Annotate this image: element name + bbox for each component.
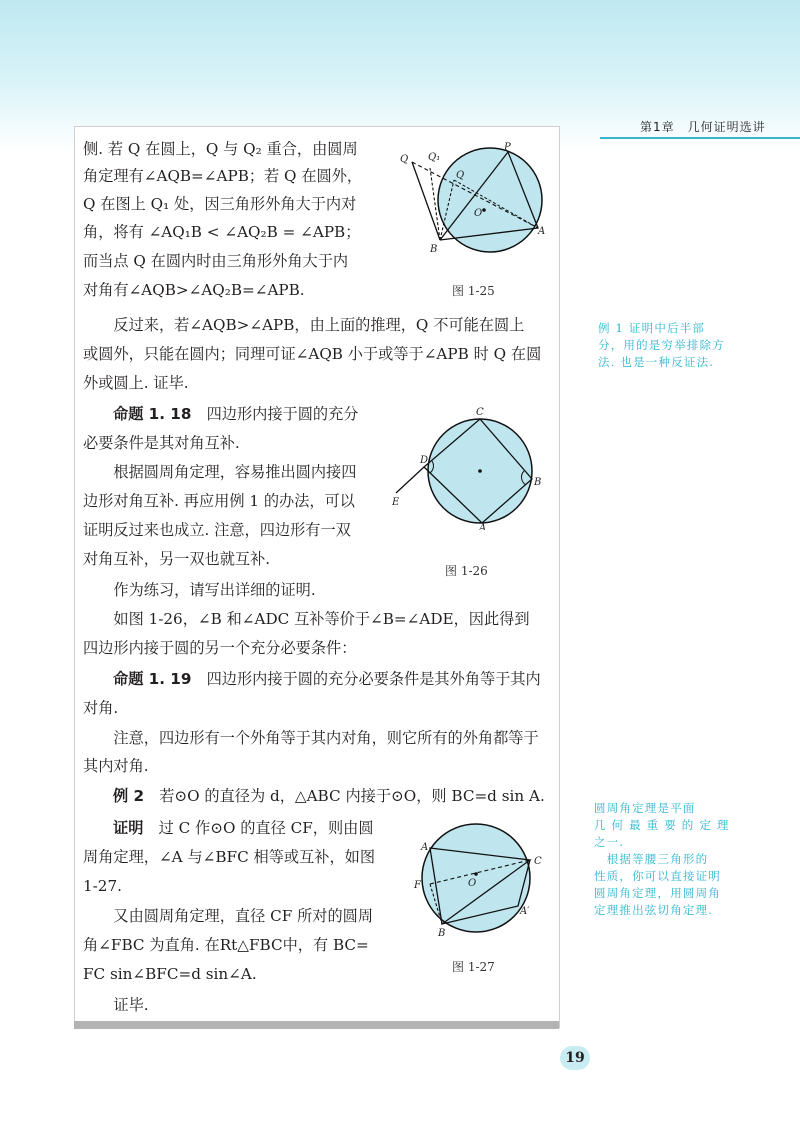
center-point (478, 469, 482, 473)
label-C: C (534, 856, 542, 867)
margin-note-1 (598, 320, 748, 371)
text-line: 对角有∠AQB>∠AQ₂B=∠APB. (83, 281, 305, 299)
note-line: 根据等腰三角形的 (594, 852, 709, 866)
note-line: 几 何 最 重 要 的 定 理 (594, 818, 730, 832)
text-line: FC sin∠BFC=d sin∠A. (83, 965, 257, 983)
text-line: 角∠FBC 为直角. 在Rt△FBC中，有 BC= (83, 936, 369, 954)
note-line: 圆周角定理是平面 (594, 801, 696, 815)
text-line: 周角定理，∠A 与∠BFC 相等或互补，如图 (83, 848, 376, 866)
content-panel-shadow (74, 1021, 559, 1029)
note-line: 例 1 证明中后半部 (598, 321, 706, 335)
text-line: 反过来，若∠AQB>∠APB，由上面的推理，Q 不可能在圆上 (83, 316, 525, 334)
example-text: 若⊙O 的直径为 d，△ABC 内接于⊙O，则 BC=d sin A. (144, 787, 545, 805)
text-line: 四边形内接于圆的另一个充分必要条件： (83, 639, 357, 657)
example-2 (83, 786, 545, 806)
note-line: 分，用的是穷举排除方 (598, 338, 725, 352)
label-O: O (468, 878, 477, 889)
figure-1-25 (388, 140, 553, 260)
chapter-header (600, 118, 800, 140)
text-line: 角，将有 ∠AQ₁B < ∠AQ₂B = ∠APB； (83, 223, 361, 241)
label-B: B (534, 477, 542, 488)
label-B: B (430, 244, 438, 255)
label-A: A (421, 842, 429, 853)
note-line: 定理推出弦切角定理. (594, 903, 714, 917)
extension-DE (396, 467, 424, 493)
text-line: 角定理有∠AQB=∠APB；若 Q 在圆外， (83, 167, 363, 185)
label-E: E (392, 497, 400, 508)
figure-1-27 (408, 818, 558, 938)
text-line: 如图 1-26，∠B 和∠ADC 互补等价于∠B=∠ADE，因此得到 (83, 610, 530, 628)
center-point (474, 872, 478, 876)
text-line: 证明反过来也成立. 注意，四边形有一双 (83, 521, 351, 539)
text-line: 证毕. (83, 996, 149, 1014)
proposition-1-19 (83, 669, 541, 689)
label-B: B (438, 928, 446, 938)
chapter-title: 第1章 几何证明选讲 (640, 120, 766, 134)
chapter-rule (600, 137, 800, 139)
text-line: 而当点 Q 在圆内时由三角形外角大于内 (83, 252, 349, 270)
text-line: 1-27. (83, 877, 122, 895)
proposition-label: 命题 1. 18 (113, 405, 192, 423)
figure-caption: 图 1-25 (452, 284, 495, 298)
margin-note-2 (594, 800, 744, 919)
proposition-1-18 (83, 404, 358, 424)
text-line: 边形对角互补. 再应用例 1 的办法，可以 (83, 492, 355, 510)
page-number: 19 (560, 1046, 590, 1070)
text-line: 外或圆上. 证毕. (83, 374, 189, 392)
label-F: F (414, 880, 421, 891)
text-line: 作为练习，请写出详细的证明. (83, 581, 316, 599)
proof-label: 证明 (113, 819, 144, 837)
text-line: 其内对角. (83, 757, 149, 775)
note-line: 性质，你可以直接证明 (594, 869, 721, 883)
label-P: P (504, 142, 511, 153)
text-line: 必要条件是其对角互补. (83, 434, 240, 452)
label-A: A (538, 226, 546, 237)
label-O: O (474, 208, 483, 219)
figure-caption: 图 1-26 (445, 564, 488, 578)
segment-QB (412, 162, 440, 240)
text-line: 又由圆周角定理，直径 CF 所对的圆周 (83, 907, 374, 925)
note-line: 之一. (594, 835, 625, 849)
note-line: 圆周角定理，用圆周角 (594, 886, 721, 900)
label-C: C (476, 407, 484, 418)
label-Q1: Q₁ (428, 152, 441, 163)
text-line: 注意，四边形有一个外角等于其内对角，则它所有的外角都等于 (83, 729, 539, 747)
proof-line (83, 818, 374, 838)
example-label: 例 2 (113, 787, 145, 805)
proof-text: 过 C 作⊙O 的直径 CF，则由圆 (143, 819, 374, 837)
text-line: 根据圆周角定理，容易推出圆内接四 (83, 463, 357, 481)
proposition-text: 四边形内接于圆的充分 (191, 405, 359, 423)
figure-1-26 (388, 405, 553, 530)
label-Q: Q (400, 154, 409, 165)
label-A-prime: A′ (520, 906, 530, 917)
text-line: 侧. 若 Q 在圆上，Q 与 Q₂ 重合，由圆周 (83, 140, 358, 158)
label-Q2: Q (456, 170, 465, 181)
center-point (482, 208, 486, 212)
figure-caption: 图 1-27 (452, 960, 495, 974)
text-line: 对角互补，另一双也就互补. (83, 550, 271, 568)
label-A: A (479, 523, 487, 530)
text-line: 或圆外，只能在圆内；同理可证∠AQB 小于或等于∠APB 时 Q 在圆 (83, 345, 542, 363)
proposition-label: 命题 1. 19 (113, 670, 192, 688)
text-line: 对角. (83, 699, 119, 717)
note-line: 法. 也是一种反证法. (598, 355, 715, 369)
proposition-text: 四边形内接于圆的充分必要条件是其外角等于其内 (191, 670, 541, 688)
label-D: D (420, 455, 429, 466)
text-line: Q 在图上 Q₁ 处，因三角形外角大于内对 (83, 195, 357, 213)
